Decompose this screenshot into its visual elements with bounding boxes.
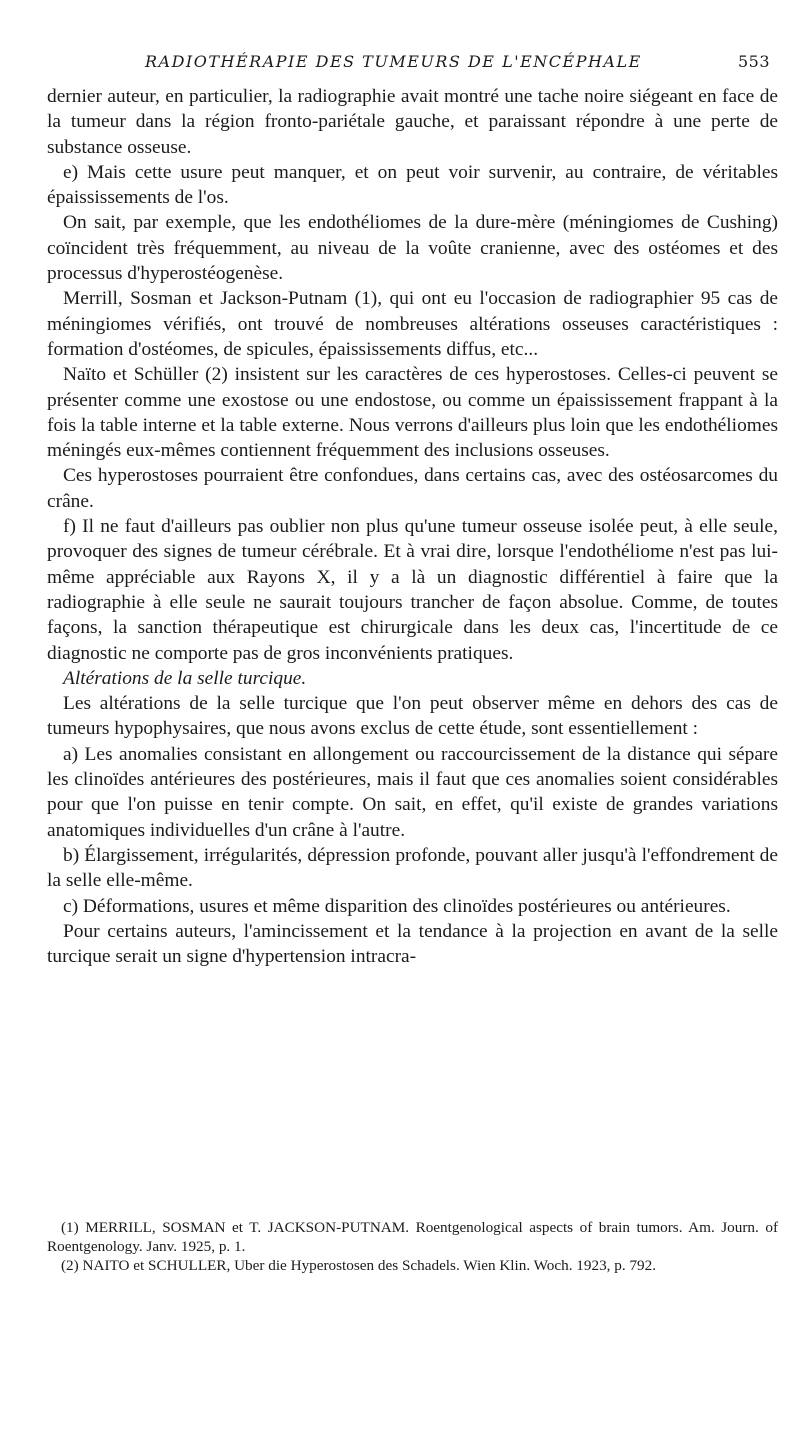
paragraph: On sait, par exemple, que les endothéliomes de la dure-mère (méningiomes de Cushing) coïncident très fréquemment, au niveau de la voûte cranienne, avec des ostéomes et des processus d'hyperostéogenèse.: [47, 212, 778, 285]
paragraph: Ces hyperostoses pourraient être confondues, dans certains cas, avec des ostéosarcomes du crâne.: [47, 465, 778, 512]
section-subheading: Altérations de la selle turcique.: [63, 667, 307, 689]
paragraph: dernier auteur, en particulier, la radiographie avait montré une tache noire siégeant en face de la tumeur dans la région fronto-pariétale gauche, et paraissant répondre à une perte de substance osseuse.: [47, 86, 778, 158]
paragraph: e) Mais cette usure peut manquer, et on peut voir survenir, au contraire, de véritables épaississements de l'os.: [47, 161, 778, 209]
running-title: RADIOTHÉRAPIE DES TUMEURS DE L'ENCÉPHALE: [145, 52, 642, 71]
paragraph: Merrill, Sosman et Jackson-Putnam (1), qui ont eu l'occasion de radiographier 95 cas de méningiomes vérifiés, ont trouvé de nombreuses altérations osseuses caractéristiques : formation d'ostéomes, de spicules, épaississements diffus, etc...: [47, 288, 778, 360]
paragraph: Les altérations de la selle turcique que l'on peut observer même en dehors des cas de tumeurs hypophysaires, que nous avons exclus de cette étude, sont essentiellement :: [47, 693, 778, 740]
running-header: [47, 52, 778, 82]
footnote: (1) MERRILL, SOSMAN et T. JACKSON-PUTNAM. Roentgenological aspects of brain tumors. Am. Journ. of Roentgenology. Janv. 1925, p. 1.: [47, 1219, 778, 1255]
paragraph: a) Les anomalies consistant en allongement ou raccourcissement de la distance qui sépare les clinoïdes antérieures des postérieures, mais il faut que ces anomalies soient considérables pour que l'on puisse en tenir compte. On sait, en effet, qu'il existe de grandes variations anatomiques individuelles d'un crâne à l'autre.: [47, 743, 778, 841]
paragraph: f) Il ne faut d'ailleurs pas oublier non plus qu'une tumeur osseuse isolée peut, à elle seule, provoquer des signes de tumeur cérébrale. Et à vrai dire, lorsque l'endothéliome n'est pas lui-même appréciable aux Rayons X, il y a là un diagnostic différentiel à faire que la radiographie à elle seule ne saurait toujours trancher de façon absolue. Comme, de toutes façons, la sanction thérapeutique est chirurgicale dans les deux cas, l'incertitude de ce diagnostic ne comporte pas de gros inconvénients pratiques.: [47, 516, 778, 664]
paragraph: b) Élargissement, irrégularités, dépression profonde, pouvant aller jusqu'à l'effondrement de la selle elle-même.: [47, 844, 778, 892]
page-number: 553: [737, 52, 770, 71]
paragraph: c) Déformations, usures et même disparition des clinoïdes postérieures ou antérieures.: [63, 895, 731, 917]
footnote: (2) NAITO et SCHULLER, Uber die Hyperostosen des Schadels. Wien Klin. Woch. 1923, p. 792.: [61, 1257, 657, 1274]
footnotes: [47, 1218, 778, 1275]
paragraph: Pour certains auteurs, l'amincissement et la tendance à la projection en avant de la selle turcique serait un signe d'hypertension intracra-: [47, 920, 778, 968]
paragraph: Naïto et Schüller (2) insistent sur les caractères de ces hyperostoses. Celles-ci peuvent se présenter comme une exostose ou une endostose, ou comme un épaississement frappant à la fois la table interne et la table externe. Nous verrons d'ailleurs plus loin que les endothéliomes méningés eux-mêmes contiennent fréquemment des inclusions osseuses.: [47, 364, 778, 462]
body-text: [47, 84, 778, 969]
